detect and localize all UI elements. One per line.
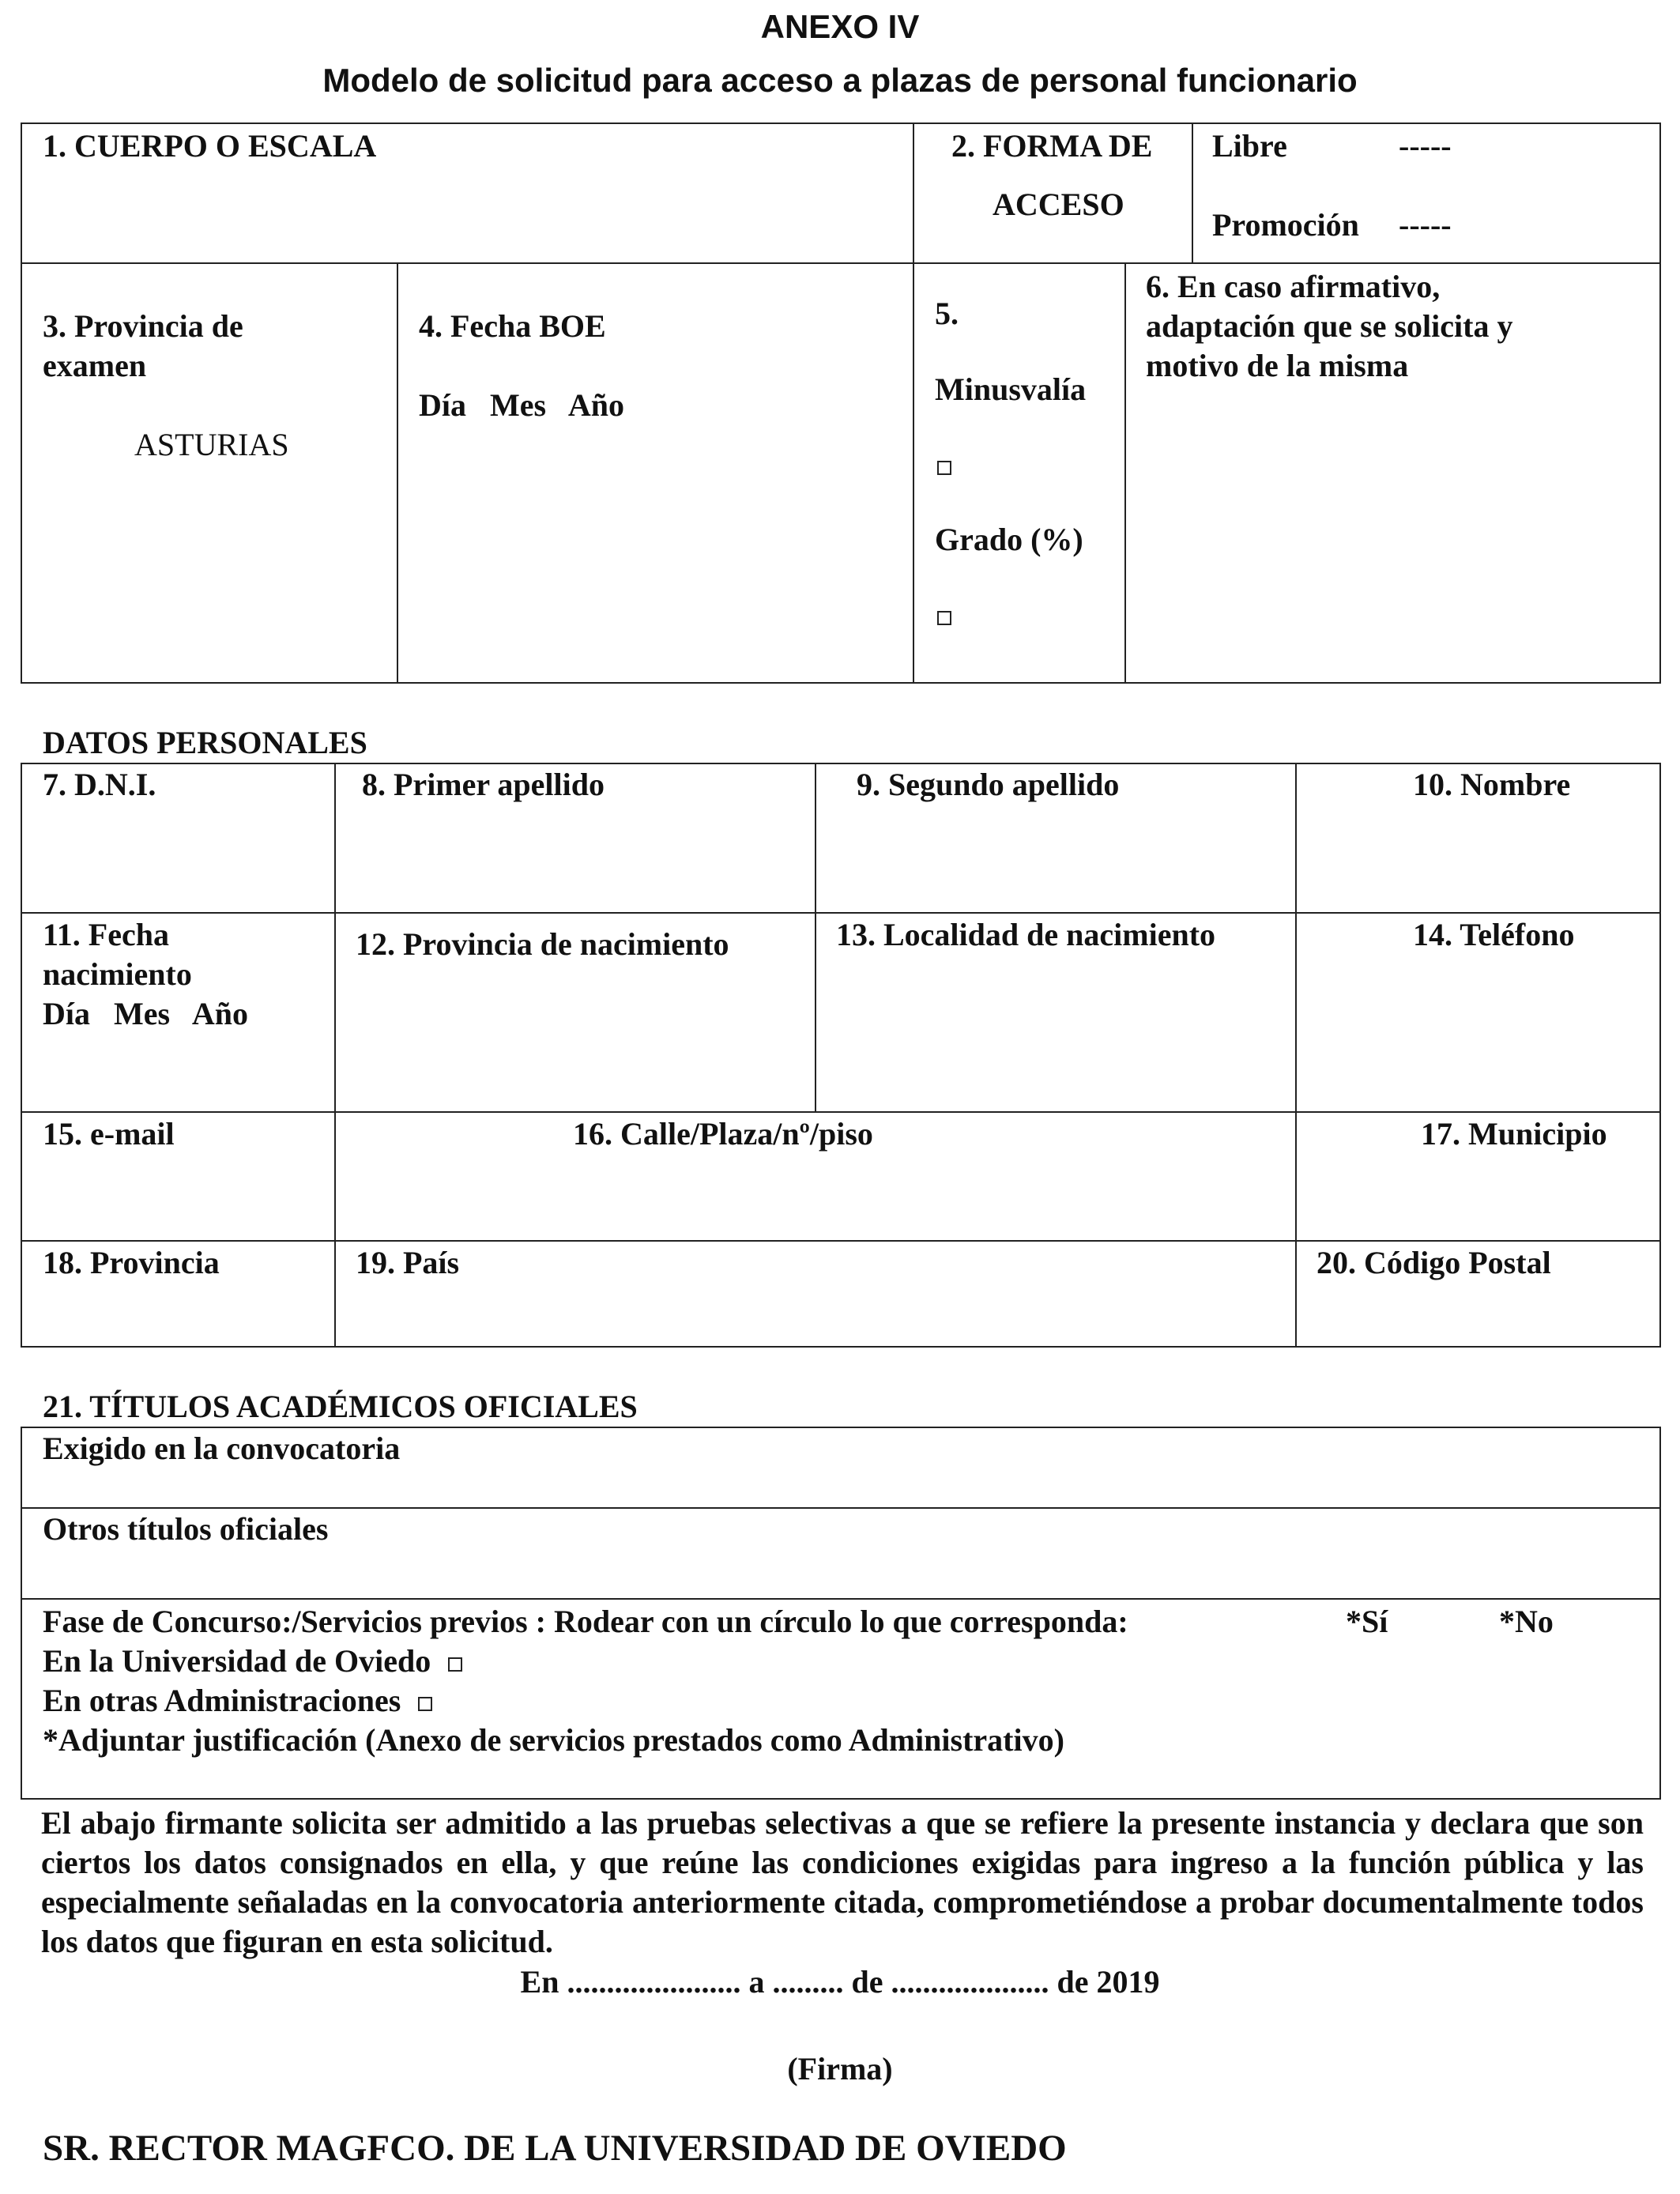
addressee: SR. RECTOR MAGFCO. DE LA UNIVERSIDAD DE OVIEDO [43,2128,1067,2169]
universidad-oviedo-checkbox[interactable] [448,1657,462,1672]
fase-concurso-label: Fase de Concurso:/Servicios previos : Rodear con un círculo lo que corresponda: [43,1604,1128,1639]
promocion-value[interactable]: ----- [1399,207,1452,243]
no-option[interactable]: *No [1499,1604,1554,1639]
otras-administraciones-row [43,1681,432,1721]
fecha-boe-parts: Día Mes Año [419,387,624,423]
adaptacion-label-2: adaptación que se solicita y [1146,308,1513,344]
otras-administraciones-label: En otras Administraciones [43,1683,401,1718]
adaptacion-label-3: motivo de la misma [1146,348,1409,383]
adjuntar-justificacion-label: *Adjuntar justificación (Anexo de servicios prestados como Administrativo) [43,1722,1064,1758]
universidad-oviedo-label: En la Universidad de Oviedo [43,1643,431,1679]
titulos-heading: 21. TÍTULOS ACADÉMICOS OFICIALES [43,1389,638,1424]
fecha-boe-label: 4. Fecha BOE [419,308,606,344]
segundo-apellido-label: 9. Segundo apellido [857,767,1120,802]
forma-acceso-label-2: ACCESO [993,187,1124,222]
si-option[interactable]: *Sí [1346,1604,1388,1639]
minusvalia-checkbox[interactable] [937,461,951,475]
libre-label: Libre [1212,128,1287,164]
exigido-label: Exigido en la convocatoria [43,1431,401,1466]
cuerpo-escala-label: 1. CUERPO O ESCALA [43,128,377,164]
pais-label: 19. País [356,1245,460,1280]
firma-label: (Firma) [787,2051,893,2087]
provincia-examen-label-2: examen [43,348,147,383]
promocion-label: Promoción [1212,207,1359,243]
nombre-label: 10. Nombre [1413,767,1571,802]
grado-label: Grado (%) [935,522,1083,557]
primer-apellido-label: 8. Primer apellido [362,767,605,802]
provincia-label: 18. Provincia [43,1245,220,1280]
fecha-nacimiento-parts: Día Mes Año [43,996,248,1031]
datos-personales-heading: DATOS PERSONALES [43,725,367,760]
grado-checkbox[interactable] [937,611,951,625]
codigo-postal-label: 20. Código Postal [1317,1245,1551,1280]
fecha-nacimiento-label-2: nacimiento [43,956,192,992]
municipio-label: 17. Municipio [1421,1116,1607,1152]
adaptacion-label-1: 6. En caso afirmativo, [1146,269,1441,304]
otros-titulos-label: Otros títulos oficiales [43,1511,329,1547]
localidad-nacimiento-label: 13. Localidad de nacimiento [836,917,1216,952]
dni-label: 7. D.N.I. [43,767,156,802]
universidad-oviedo-row [43,1642,462,1681]
email-label: 15. e-mail [43,1116,175,1152]
minusvalia-label: Minusvalía [935,371,1087,407]
otras-administraciones-checkbox[interactable] [418,1697,432,1711]
provincia-examen-label-1: 3. Provincia de [43,308,243,344]
fecha-nacimiento-label-1: 11. Fecha [43,917,169,952]
declaration-paragraph: El abajo firmante solicita ser admitido a las pruebas selectivas a que se refiere la presente instancia y declara que son ciertos los datos consignados en ella, y que reúne las condiciones exigidas para ingreso a la función pública y las especialmente señaladas en la convocatoria anteriormente citada, comprometiéndose a probar documentalmente todos los datos que figuran en esta solicitud. [41,1805,1644,1959]
forma-acceso-label-1: 2. FORMA DE [951,128,1153,164]
form-title: Modelo de solicitud para acceso a plazas de personal funcionario [322,62,1358,99]
minusvalia-number: 5. [935,296,959,331]
place-date-line[interactable]: En ...................... a ......... de .................... de 2019 [520,1964,1160,2000]
telefono-label: 14. Teléfono [1413,917,1575,952]
calle-label: 16. Calle/Plaza/nº/piso [573,1116,873,1152]
provincia-examen-value[interactable]: ASTURIAS [134,427,289,462]
annex-title: ANEXO IV [760,8,920,45]
provincia-nacimiento-label: 12. Provincia de nacimiento [356,926,729,962]
libre-value[interactable]: ----- [1399,128,1452,164]
